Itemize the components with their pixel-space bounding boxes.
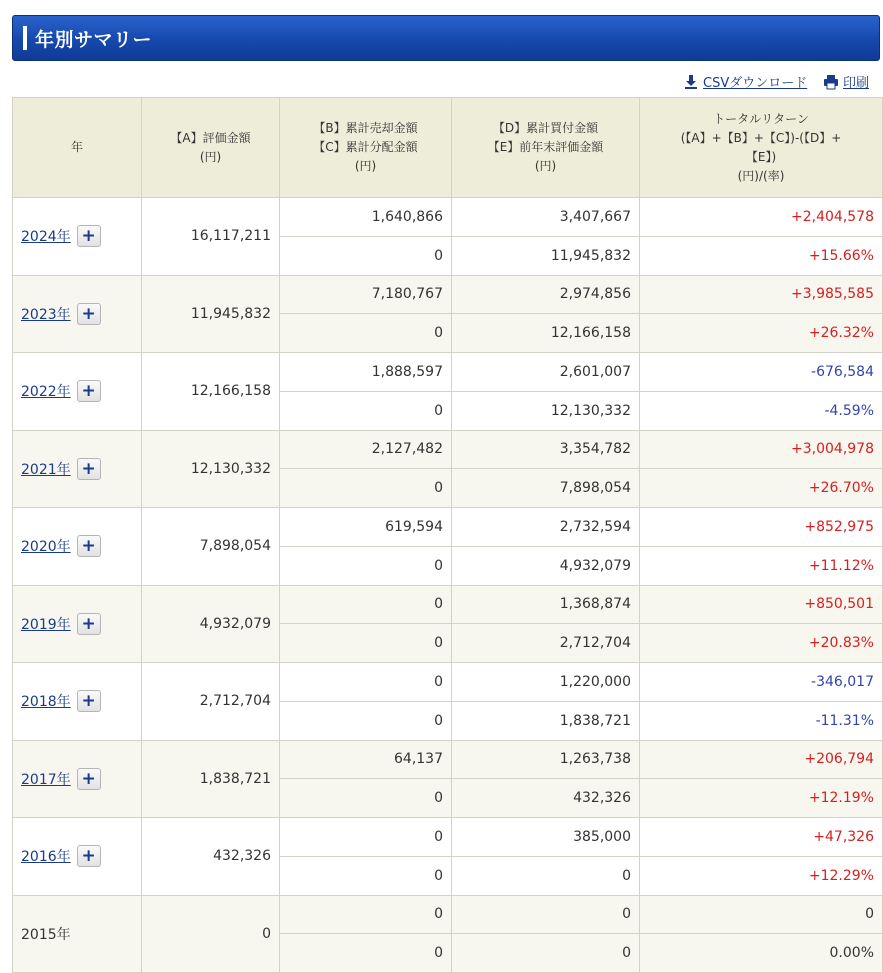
sales-amount-cell: 1,640,866 <box>280 198 452 237</box>
year-cell <box>13 275 142 353</box>
year-link[interactable]: 2016年 <box>21 849 71 866</box>
total-return-amount-cell: +206,794 <box>640 740 883 779</box>
purchase-amount-cell: 1,220,000 <box>452 663 640 702</box>
distribution-amount-cell: 0 <box>280 236 452 275</box>
total-return-rate-cell: -4.59% <box>640 391 883 430</box>
expand-button[interactable]: + <box>77 768 101 790</box>
expand-button[interactable]: + <box>77 845 101 867</box>
year-link[interactable]: 2017年 <box>21 771 71 788</box>
prev-year-valuation-cell: 12,130,332 <box>452 391 640 430</box>
purchase-amount-cell: 0 <box>452 895 640 934</box>
total-return-amount-cell: +852,975 <box>640 508 883 547</box>
total-return-rate-cell: +12.19% <box>640 779 883 818</box>
expand-button[interactable]: + <box>77 225 101 247</box>
valuation-cell: 432,326 <box>142 818 280 896</box>
year-link[interactable]: 2022年 <box>21 384 71 401</box>
year-link[interactable]: 2024年 <box>21 229 71 246</box>
valuation-cell: 12,166,158 <box>142 353 280 431</box>
total-return-amount-cell: +850,501 <box>640 585 883 624</box>
valuation-cell: 4,932,079 <box>142 585 280 663</box>
distribution-amount-cell: 0 <box>280 469 452 508</box>
toolbar <box>0 72 870 92</box>
distribution-amount-cell: 0 <box>280 701 452 740</box>
purchase-amount-cell: 1,368,874 <box>452 585 640 624</box>
table-row <box>13 663 883 702</box>
year-cell <box>13 818 142 896</box>
total-return-amount-cell: +47,326 <box>640 818 883 857</box>
purchase-amount-cell: 3,407,667 <box>452 198 640 237</box>
section-title-bar <box>12 15 880 61</box>
prev-year-valuation-cell: 2,712,704 <box>452 624 640 663</box>
total-return-amount-cell: +3,985,585 <box>640 275 883 314</box>
purchase-amount-cell: 2,601,007 <box>452 353 640 392</box>
valuation-cell: 1,838,721 <box>142 740 280 818</box>
year-cell <box>13 430 142 508</box>
section-title: 年別サマリー <box>35 28 153 51</box>
total-return-amount-cell: -676,584 <box>640 353 883 392</box>
total-return-rate-cell: +12.29% <box>640 856 883 895</box>
sales-amount-cell: 619,594 <box>280 508 452 547</box>
year-cell <box>13 895 142 973</box>
sales-amount-cell: 0 <box>280 663 452 702</box>
sales-amount-cell: 0 <box>280 818 452 857</box>
table-row <box>13 895 883 934</box>
expand-button[interactable]: + <box>77 690 101 712</box>
table-row <box>13 508 883 547</box>
sales-amount-cell: 1,888,597 <box>280 353 452 392</box>
expand-button[interactable]: + <box>77 303 101 325</box>
title-accent-mark <box>23 26 27 50</box>
sales-amount-cell: 7,180,767 <box>280 275 452 314</box>
total-return-amount-cell: +2,404,578 <box>640 198 883 237</box>
header-sales-distribution: 【B】累計売却金額 【C】累計分配金額 (円) <box>280 98 452 198</box>
sales-amount-cell: 64,137 <box>280 740 452 779</box>
header-valuation: 【A】評価金額 (円) <box>142 98 280 198</box>
distribution-amount-cell: 0 <box>280 314 452 353</box>
year-cell <box>13 585 142 663</box>
valuation-cell: 2,712,704 <box>142 663 280 741</box>
table-row <box>13 198 883 237</box>
purchase-amount-cell: 385,000 <box>452 818 640 857</box>
expand-button[interactable]: + <box>77 613 101 635</box>
table-row <box>13 818 883 857</box>
header-year: 年 <box>13 98 142 198</box>
total-return-amount-cell: -346,017 <box>640 663 883 702</box>
total-return-rate-cell: -11.31% <box>640 701 883 740</box>
table-row <box>13 275 883 314</box>
distribution-amount-cell: 0 <box>280 934 452 973</box>
table-row <box>13 430 883 469</box>
total-return-rate-cell: +26.32% <box>640 314 883 353</box>
sales-amount-cell: 0 <box>280 585 452 624</box>
year-link[interactable]: 2023年 <box>21 306 71 323</box>
total-return-rate-cell: 0.00% <box>640 934 883 973</box>
header-purchase-prev-valuation: 【D】累計買付金額 【E】前年末評価金額 (円) <box>452 98 640 198</box>
sales-amount-cell: 0 <box>280 895 452 934</box>
prev-year-valuation-cell: 11,945,832 <box>452 236 640 275</box>
table-body <box>13 198 883 973</box>
year-link[interactable]: 2021年 <box>21 461 71 478</box>
year-link[interactable]: 2020年 <box>21 539 71 556</box>
prev-year-valuation-cell: 0 <box>452 934 640 973</box>
valuation-cell: 7,898,054 <box>142 508 280 586</box>
csv-download-link[interactable] <box>683 72 807 91</box>
year-link[interactable]: 2019年 <box>21 616 71 633</box>
csv-download-label: CSVダウンロード <box>703 76 808 91</box>
total-return-rate-cell: +11.12% <box>640 546 883 585</box>
year-label: 2015年 <box>21 926 71 943</box>
valuation-cell: 11,945,832 <box>142 275 280 353</box>
total-return-amount-cell: +3,004,978 <box>640 430 883 469</box>
distribution-amount-cell: 0 <box>280 856 452 895</box>
year-cell <box>13 663 142 741</box>
distribution-amount-cell: 0 <box>280 546 452 585</box>
purchase-amount-cell: 1,263,738 <box>452 740 640 779</box>
table-row <box>13 585 883 624</box>
table-header-row <box>13 98 883 198</box>
year-cell <box>13 198 142 276</box>
purchase-amount-cell: 2,732,594 <box>452 508 640 547</box>
distribution-amount-cell: 0 <box>280 779 452 818</box>
purchase-amount-cell: 2,974,856 <box>452 275 640 314</box>
sales-amount-cell: 2,127,482 <box>280 430 452 469</box>
expand-button[interactable]: + <box>77 535 101 557</box>
prev-year-valuation-cell: 1,838,721 <box>452 701 640 740</box>
year-cell <box>13 508 142 586</box>
prev-year-valuation-cell: 12,166,158 <box>452 314 640 353</box>
valuation-cell: 12,130,332 <box>142 430 280 508</box>
download-icon <box>683 74 699 90</box>
distribution-amount-cell: 0 <box>280 624 452 663</box>
print-label: 印刷 <box>843 76 870 91</box>
total-return-rate-cell: +15.66% <box>640 236 883 275</box>
expand-button[interactable]: + <box>77 458 101 480</box>
prev-year-valuation-cell: 0 <box>452 856 640 895</box>
total-return-amount-cell: 0 <box>640 895 883 934</box>
valuation-cell: 16,117,211 <box>142 198 280 276</box>
expand-button[interactable]: + <box>77 380 101 402</box>
valuation-cell: 0 <box>142 895 280 973</box>
header-total-return: トータルリターン (【A】+【B】+【C】)-(【D】+ 【E】) (円)/(率) <box>640 98 883 198</box>
year-link[interactable]: 2018年 <box>21 694 71 711</box>
year-cell <box>13 740 142 818</box>
printer-icon <box>823 74 839 90</box>
annual-summary-table <box>12 97 883 973</box>
year-cell <box>13 353 142 431</box>
table-row <box>13 740 883 779</box>
distribution-amount-cell: 0 <box>280 391 452 430</box>
purchase-amount-cell: 3,354,782 <box>452 430 640 469</box>
prev-year-valuation-cell: 432,326 <box>452 779 640 818</box>
prev-year-valuation-cell: 7,898,054 <box>452 469 640 508</box>
total-return-rate-cell: +26.70% <box>640 469 883 508</box>
print-link[interactable] <box>823 72 869 91</box>
total-return-rate-cell: +20.83% <box>640 624 883 663</box>
table-row <box>13 353 883 392</box>
prev-year-valuation-cell: 4,932,079 <box>452 546 640 585</box>
